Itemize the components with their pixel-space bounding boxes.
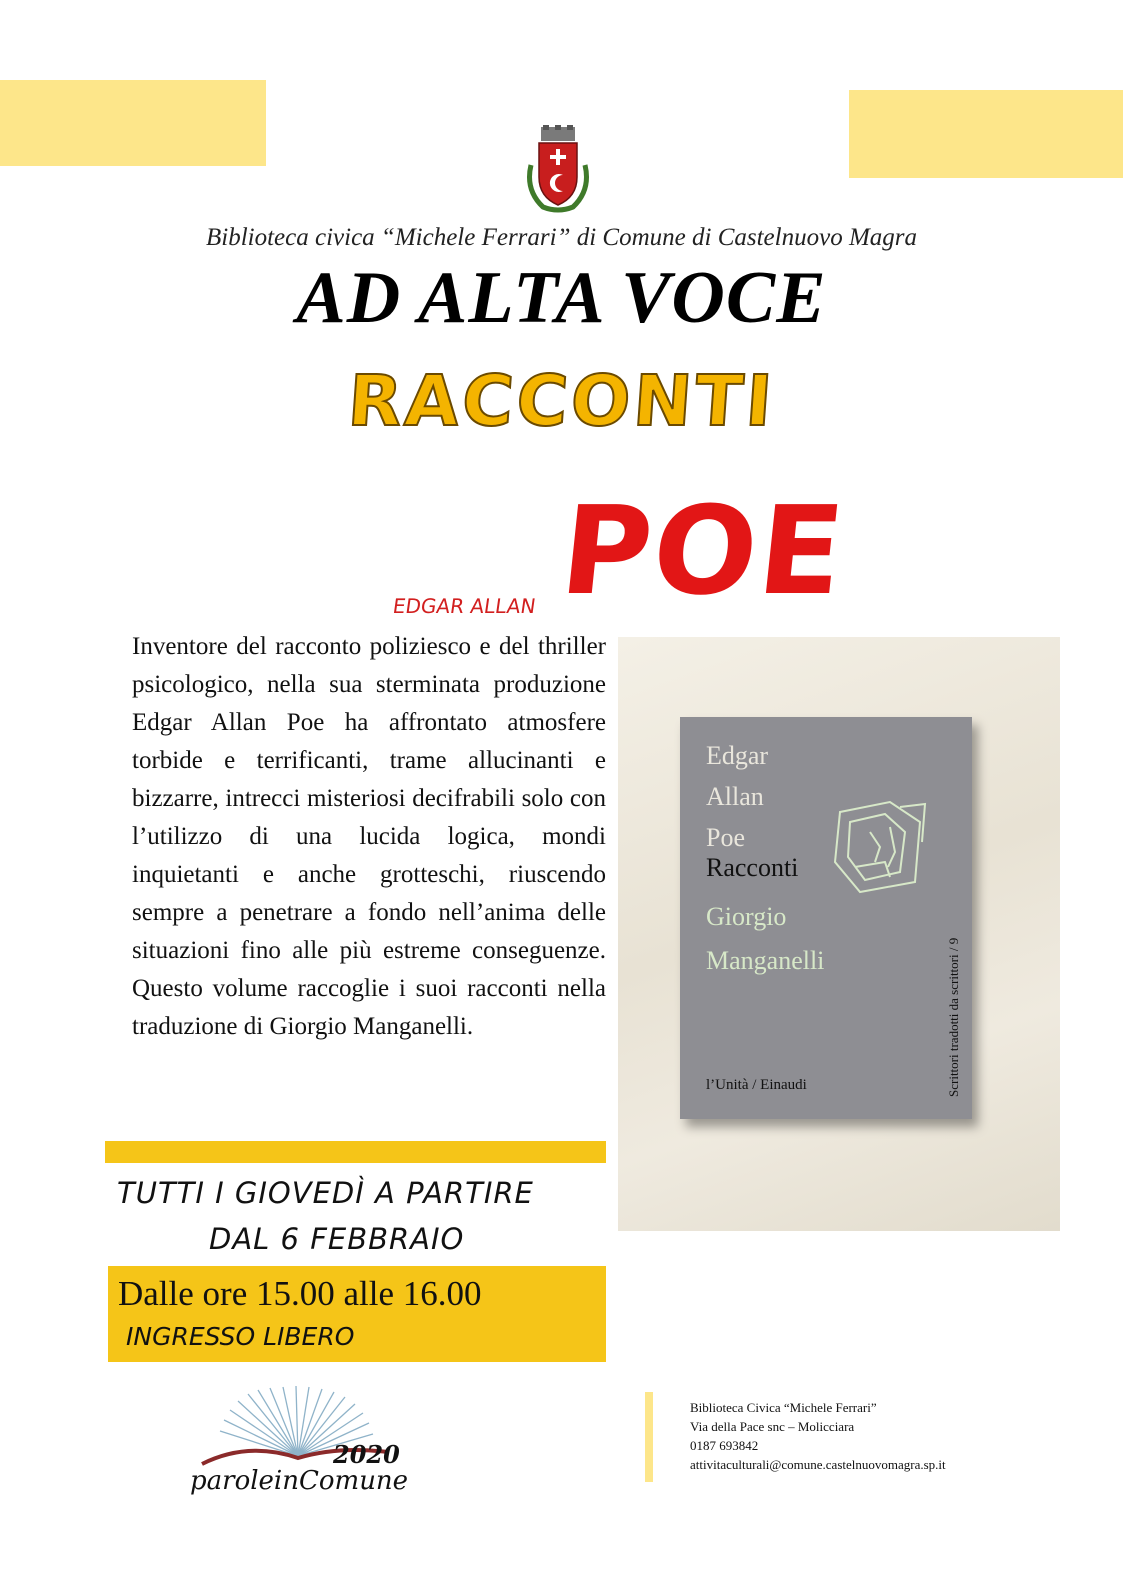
book-cover bbox=[680, 717, 972, 1119]
schedule-info bbox=[117, 1170, 597, 1262]
book-photo bbox=[618, 637, 1060, 1231]
divider-bar bbox=[105, 1141, 606, 1163]
schedule-time: Dalle ore 15.00 alle 16.00 bbox=[118, 1274, 482, 1313]
contact-accent-bar bbox=[645, 1392, 653, 1482]
book-cover-author bbox=[706, 735, 826, 858]
contact-address: Via della Pace snc – Molicciara bbox=[690, 1419, 855, 1434]
decorative-block-left bbox=[0, 80, 266, 166]
book-cover-illustration-icon bbox=[830, 792, 930, 902]
logo-year: 2020 bbox=[333, 1440, 400, 1469]
author-first-names: EDGAR ALLAN bbox=[391, 594, 538, 618]
book-cover-title: Racconti bbox=[706, 853, 799, 882]
contact-email[interactable]: attivitaculturali@comune.castelnuovomagra.sp.it bbox=[690, 1457, 946, 1472]
book-cover-translator-line: Giorgio bbox=[706, 902, 787, 931]
contact-phone: 0187 693842 bbox=[690, 1438, 759, 1453]
municipal-crest-icon bbox=[523, 125, 593, 215]
schedule-line-2: DAL 6 FEBBRAIO bbox=[209, 1222, 465, 1256]
book-description: Inventore del racconto poliziesco e del thriller psicologico, nella sua sterminata produzione Edgar Allan Poe ha affrontato atmosfere torbide e terrificanti, trame allucinanti e bizzarre, intrecci misteriosi decifrabili solo con l’utilizzo di una lucida logica, mondi inquietanti e anche grotteschi, riuscendo sempre a penetrare a fondo nell’anima delle situazioni fino alle più estreme conseguenze. Questo volume raccoglie i suoi racconti nella traduzione di Giorgio Manganelli. bbox=[132, 633, 606, 1040]
book-cover-author-line: Edgar bbox=[706, 741, 769, 770]
book-cover-series: Scrittori tradotti da scrittori / 9 bbox=[946, 937, 961, 1097]
decorative-block-right bbox=[849, 90, 1123, 178]
book-cover-translator-line: Manganelli bbox=[706, 946, 825, 975]
time-box bbox=[108, 1266, 606, 1362]
contact-info bbox=[690, 1398, 946, 1474]
library-name: Biblioteca civica “Michele Ferrari” di Comune di Castelnuovo Magra bbox=[206, 224, 917, 251]
page-title: AD ALTA VOCE bbox=[296, 257, 827, 339]
book-cover-author-line: Poe bbox=[706, 823, 745, 852]
free-entry-label: INGRESSO LIBERO bbox=[126, 1322, 355, 1351]
book-cover-author-line: Allan bbox=[706, 782, 764, 811]
logo-name: paroleinComune bbox=[190, 1466, 409, 1496]
book-cover-translator bbox=[706, 895, 906, 983]
schedule-line-1: TUTTI I GIOVEDÌ A PARTIRE bbox=[117, 1176, 534, 1210]
contact-library-name: Biblioteca Civica “Michele Ferrari” bbox=[690, 1400, 877, 1415]
page-subtitle: RACCONTI bbox=[345, 360, 778, 442]
book-cover-publisher: l’Unità / Einaudi bbox=[706, 1077, 807, 1093]
author-surname: POE bbox=[554, 480, 852, 622]
